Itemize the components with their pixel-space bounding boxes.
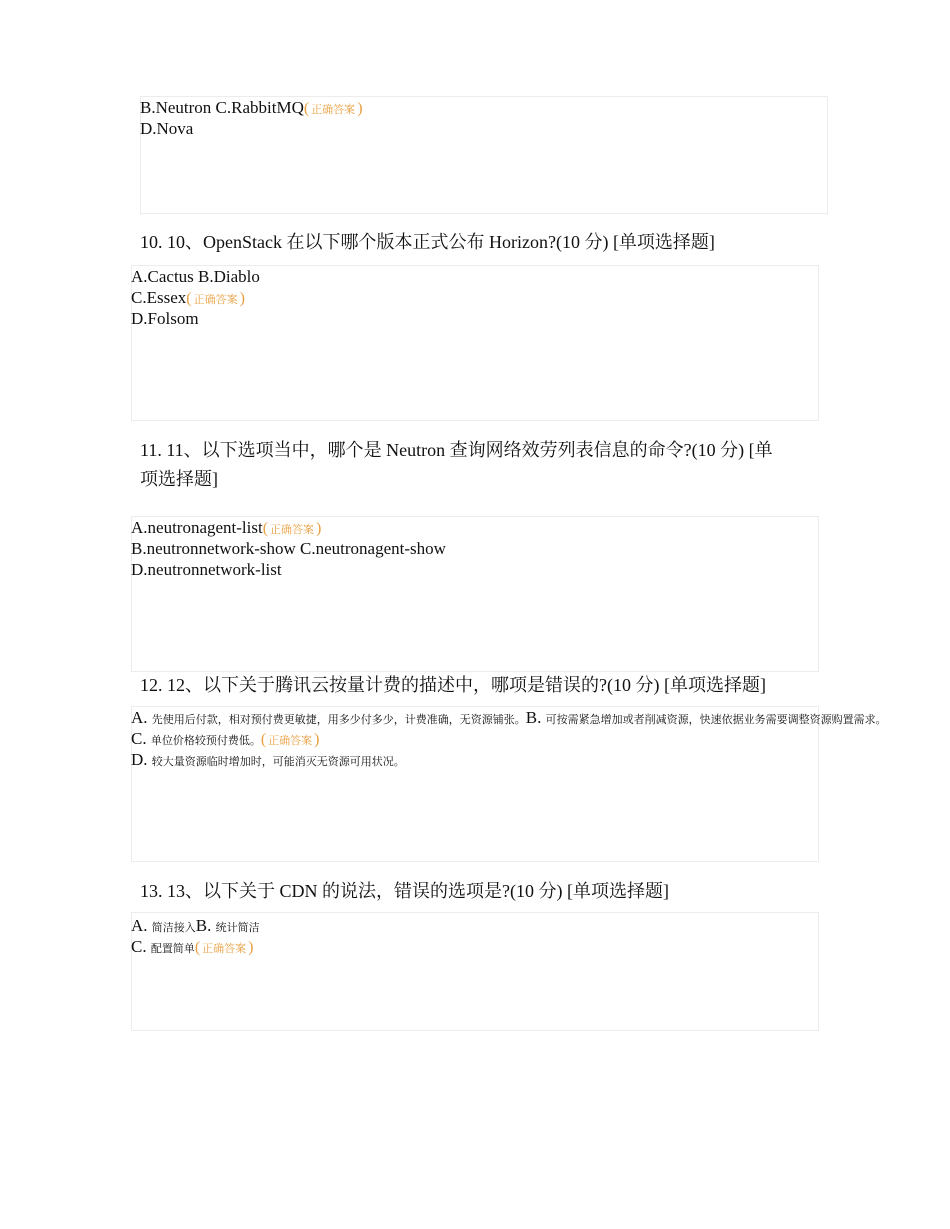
option-text: 配置简单 bbox=[150, 942, 195, 955]
correct-answer-label: 正确答案 bbox=[202, 942, 247, 955]
option-line bbox=[131, 517, 446, 538]
question-10-title bbox=[140, 228, 715, 257]
option-line bbox=[131, 559, 446, 580]
option-text: 单位价格较预付费低。 bbox=[150, 734, 261, 747]
option-label: B. bbox=[195, 916, 216, 935]
option-line bbox=[131, 287, 260, 308]
question-text: 11. 11、以下选项当中，哪个是 Neutron 查询网络效劳列表信息的命令?(10 分) [单 bbox=[140, 440, 773, 460]
option-text: 较大量资源临时增加时，可能消灭无资源可用状况。 bbox=[151, 755, 405, 768]
question-12-title bbox=[140, 671, 766, 700]
correct-answer-tag: ( 正确答案 ) bbox=[260, 731, 320, 748]
question-text: 10. 10、OpenStack 在以下哪个版本正式公布 Horizon?(10 分) [单项选择题] bbox=[140, 232, 715, 252]
option-line bbox=[131, 915, 260, 936]
correct-answer-label: 正确答案 bbox=[311, 103, 356, 116]
option-text: 先使用后付款，相对预付费更敏捷，用多少付多少，计费准确，无资源铺张。 bbox=[151, 713, 526, 726]
correct-answer-tag: ( 正确答案 ) bbox=[194, 939, 254, 956]
option-text: 可按需紧急增加或者削减资源，快速依据业务需要调整资源购置需求。 bbox=[545, 713, 887, 726]
options-q13 bbox=[131, 915, 260, 957]
option-label: B. bbox=[525, 708, 546, 727]
correct-answer-tag: ( 正确答案 ) bbox=[186, 290, 245, 307]
option-label: C.Essex bbox=[131, 288, 187, 307]
question-11-title bbox=[140, 436, 773, 494]
question-text: 13. 13、以下关于 CDN 的说法，错误的选项是?(10 分) [单项选择题] bbox=[140, 881, 669, 901]
option-text: 简洁接入 bbox=[151, 921, 196, 934]
option-label: D.neutronnetwork-list bbox=[131, 560, 282, 579]
option-line bbox=[131, 538, 446, 559]
correct-answer-tag: ( 正确答案 ) bbox=[262, 520, 322, 537]
correct-answer-label: 正确答案 bbox=[193, 293, 238, 306]
option-line bbox=[131, 707, 887, 728]
option-label: D.Folsom bbox=[131, 309, 199, 328]
option-line bbox=[131, 266, 260, 287]
option-label: A.Cactus B.Diablo bbox=[131, 267, 260, 286]
option-label: A.neutronagent-list bbox=[131, 518, 263, 537]
option-label: C. bbox=[131, 937, 151, 956]
option-label: A. bbox=[131, 916, 152, 935]
question-text: 12. 12、以下关于腾讯云按量计费的描述中，哪项是错误的?(10 分) [单项选择题] bbox=[140, 675, 766, 695]
question-13-title bbox=[140, 877, 669, 906]
option-label: B.Neutron C.RabbitMQ bbox=[140, 98, 304, 117]
correct-answer-label: 正确答案 bbox=[268, 734, 313, 747]
option-line bbox=[131, 728, 887, 749]
option-line bbox=[140, 118, 363, 139]
option-text: 统计简洁 bbox=[215, 921, 260, 934]
options-q10 bbox=[131, 266, 260, 329]
options-q12 bbox=[131, 707, 887, 770]
question-text: 项选择题] bbox=[140, 469, 218, 489]
correct-answer-tag: ( 正确答案 ) bbox=[303, 100, 363, 117]
option-label: B.neutronnetwork-show C.neutronagent-show bbox=[131, 539, 446, 558]
option-line bbox=[131, 308, 260, 329]
option-label: A. bbox=[131, 708, 152, 727]
option-label: D.Nova bbox=[140, 119, 194, 138]
option-label: D. bbox=[131, 750, 152, 769]
options-q9 bbox=[140, 97, 363, 139]
correct-answer-label: 正确答案 bbox=[270, 523, 315, 536]
options-q11 bbox=[131, 517, 446, 580]
option-label: C. bbox=[131, 729, 151, 748]
option-line bbox=[131, 936, 260, 957]
option-line bbox=[131, 749, 887, 770]
option-line bbox=[140, 97, 363, 118]
